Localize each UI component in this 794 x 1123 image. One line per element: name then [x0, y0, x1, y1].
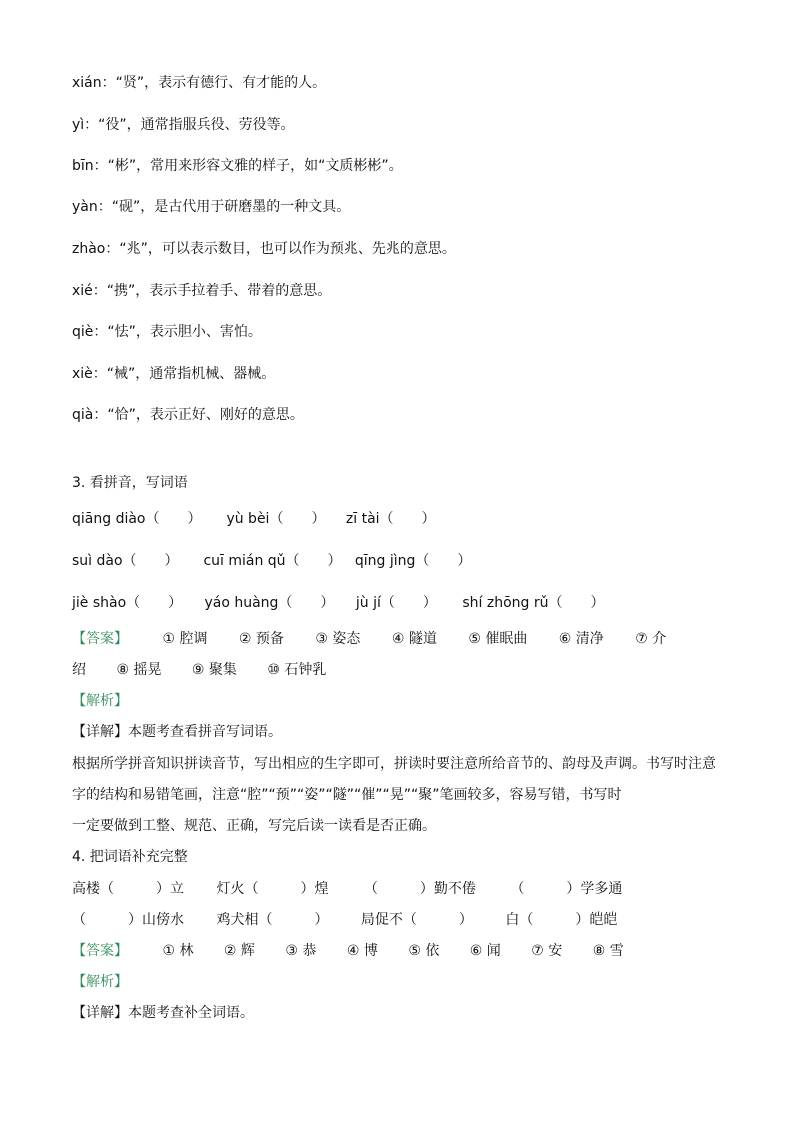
answer-item: ⑥ 闻: [469, 943, 501, 959]
pinyin-item: suì dào（ ）: [72, 553, 179, 569]
answer-item: ⑩ 石钟乳: [267, 662, 327, 678]
idiom-item: （ ）勤不倦: [363, 881, 476, 897]
analysis-label: 【解析】: [72, 693, 128, 709]
question-4-row-2: [72, 911, 617, 929]
question-3-row-1: [72, 510, 436, 528]
idiom-item: 鸡犬相（ ）: [216, 912, 329, 928]
explanation-line: 根据所学拼音知识拼读音节，写出相应的生字即可，拼读时要注意所给音节的、韵母及声调。书写时注意: [72, 756, 716, 772]
idiom-item: 白（ ）皑皑: [505, 912, 618, 928]
explanation-line: 字的结构和易错笔画，注意“腔”“预”“姿”“隧”“催”“晃”“聚”笔画较多，容易写错，书写时: [72, 787, 622, 803]
pinyin-item: qīng jìng（ ）: [354, 553, 472, 569]
analysis-label: 【解析】: [72, 974, 128, 990]
answer-item: ② 预备: [238, 631, 284, 647]
idiom-item: 高楼（ ）立: [72, 881, 184, 897]
answer-item: ② 辉: [223, 943, 255, 959]
detail-label: 【详解】: [72, 1005, 128, 1021]
answer-item: ④ 博: [346, 943, 378, 959]
idiom-item: 灯火（ ）煌: [216, 881, 329, 897]
detail-line: [72, 723, 282, 741]
answer-item: ⑤ 催眠曲: [468, 631, 528, 647]
definition-zhao: zhào：“兆”，可以表示数目，也可以作为预兆、先兆的意思。: [72, 241, 456, 257]
answer-item: ⑧ 摇晃: [116, 662, 162, 678]
answer-item: ⑧ 雪: [592, 943, 624, 959]
detail-label: 【详解】: [72, 724, 128, 740]
idiom-item: （ ）山傍水: [72, 912, 184, 928]
question-3-row-2: [72, 552, 471, 570]
question-3-title: 3. 看拼音，写词语: [72, 475, 188, 491]
definition-qia: qià：“恰”，表示正好、刚好的意思。: [72, 407, 304, 423]
definition-yi: yì：“役”，通常指服兵役、劳役等。: [72, 117, 295, 133]
question-3-answer-line-1: [72, 630, 666, 648]
answer-label: 【答案】: [72, 943, 128, 959]
question-3-row-3: [72, 594, 605, 612]
answer-item: ③ 恭: [285, 943, 317, 959]
definition-xie-machine: xiè：“械”，通常指机械、器械。: [72, 366, 276, 382]
detail-text: 本题考查补全词语。: [128, 1005, 254, 1021]
answer-item: ① 腔调: [162, 631, 208, 647]
answer-item: ⑦ 介: [635, 631, 667, 647]
pinyin-item: jù jí（ ）: [355, 595, 437, 611]
explanation-line: 一定要做到工整、规范、正确，写完后读一读看是否正确。: [72, 818, 436, 834]
pinyin-item: jiè shào（ ）: [72, 595, 183, 611]
answer-item: ④ 隧道: [391, 631, 437, 647]
definition-xie-carry: xié：“携”，表示手拉着手、带着的意思。: [72, 283, 332, 299]
pinyin-item: cuī mián qǔ（ ）: [203, 553, 342, 569]
pinyin-item: shí zhōng rǔ（ ）: [462, 595, 605, 611]
pinyin-item: yù bèi（ ）: [226, 511, 326, 527]
idiom-item: 局促不（ ）: [360, 912, 473, 928]
detail-line: [72, 1004, 254, 1022]
pinyin-item: yáo huàng（ ）: [204, 595, 335, 611]
answer-item: 绍: [72, 662, 86, 678]
answer-item: ③ 姿态: [315, 631, 361, 647]
definition-qie: qiè：“怯”，表示胆小、害怕。: [72, 324, 262, 340]
question-3-answer-line-2: [72, 661, 356, 679]
question-4-answer-line: [72, 942, 624, 960]
answer-item: ⑤ 依: [408, 943, 440, 959]
answer-item: ⑥ 清净: [558, 631, 604, 647]
definition-xian: xián：“贤”，表示有德行、有才能的人。: [72, 75, 327, 91]
answer-label: 【答案】: [72, 631, 128, 647]
definition-yan: yàn：“砚”，是古代用于研磨墨的一种文具。: [72, 199, 351, 215]
pinyin-item: qiāng diào（ ）: [72, 511, 202, 527]
answer-item: ⑨ 聚集: [191, 662, 237, 678]
question-4-title: 4. 把词语补充完整: [72, 849, 188, 865]
question-4-row-1: [72, 880, 622, 898]
answer-item: ① 林: [162, 943, 194, 959]
definition-bin: bīn：“彬”，常用来形容文雅的样子，如“文质彬彬”。: [72, 158, 403, 174]
idiom-item: （ ）学多通: [510, 881, 623, 897]
detail-text: 本题考查看拼音写词语。: [128, 724, 282, 740]
answer-item: ⑦ 安: [531, 943, 563, 959]
pinyin-item: zī tài（ ）: [345, 511, 436, 527]
